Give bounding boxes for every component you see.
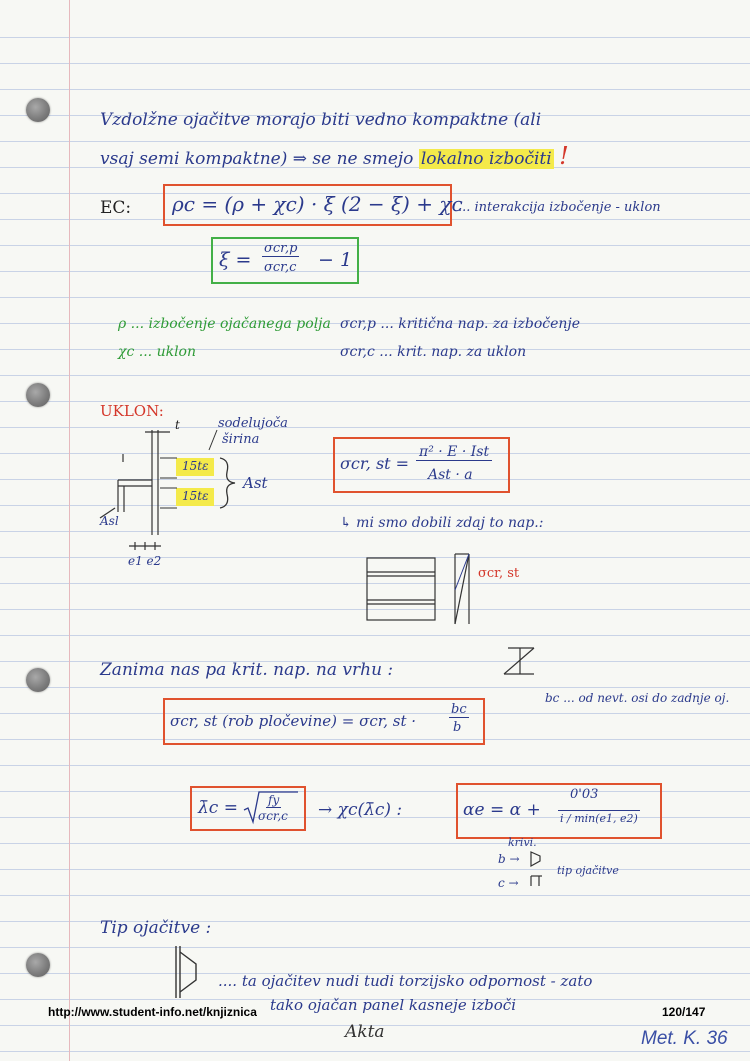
sodelujoca-label: sodelujoča <box>218 416 288 431</box>
footer-url: http://www.student-info.net/knjiznica <box>48 1005 257 1019</box>
c-curve-label: c → <box>498 876 519 890</box>
bc-note: bc ... od nevt. osi do zadnje oj. <box>545 691 730 705</box>
rho-definition <box>118 316 331 332</box>
signature: Akta <box>345 1022 385 1042</box>
last-line-1: .... ta ojačitev nudi tudi torzijsko odpornost - zato <box>218 972 593 990</box>
intro-line-2-text: vsaj semi kompaktne) ⇒ se ne smejo <box>100 149 414 169</box>
sigma-c-definition: σcr,c ... krit. nap. za uklon <box>340 344 527 360</box>
page-stamp: Met. K. 36 <box>641 1028 728 1049</box>
alpha-numerator: 0'03 <box>570 787 599 802</box>
ast-label: Ast <box>243 474 268 492</box>
eps-label-1: 15tε <box>182 459 209 473</box>
intro-line-1: Vzdolžne ojačitve morajo biti vedno kompaktne (ali <box>100 110 542 130</box>
rob-numerator: bc <box>451 702 467 717</box>
krivi-label: krivi. <box>508 836 537 849</box>
zanima-line: Zanima nas pa krit. nap. na vrhu : <box>100 660 394 680</box>
punch-hole <box>26 953 50 977</box>
xi-tail: − 1 <box>318 249 353 271</box>
b-curve-label: b → <box>498 852 520 866</box>
tip-heading: Tip ojačitve : <box>100 918 212 938</box>
alpha-denominator: i / min(e1, e2) <box>560 812 638 825</box>
chi-definition: χc ... uklon <box>118 344 196 360</box>
xi-lhs: ξ = <box>219 249 252 271</box>
panel-stress-sketch <box>365 550 505 630</box>
exclamation-mark: ! <box>559 142 569 170</box>
ec-note: ... interakcija izbočenje - uklon <box>458 200 661 215</box>
rob-lhs: σcr, st (rob pločevine) = σcr, st · <box>170 712 417 730</box>
intro-line-2 <box>100 142 569 170</box>
rho-definition-text: ρ ... izbočenje ojačanega polja <box>118 316 331 332</box>
punch-hole <box>26 668 50 692</box>
t-label: t <box>175 418 180 432</box>
stiffener-shape-icons <box>528 848 548 888</box>
lambda-denominator: σcr,c <box>258 809 288 823</box>
ec-formula: ρc = (ρ + χc) · ξ (2 − ξ) + χc <box>172 192 463 216</box>
sigma-st-lhs: σcr, st = <box>340 454 410 473</box>
chi-of-lambda: → χc(λ̄c) : <box>318 800 403 820</box>
xi-denominator: σcr,c <box>264 260 297 275</box>
sigma-st-numerator: π² · E · Ist <box>416 444 492 461</box>
tip-note: tip ojačitve <box>557 864 619 877</box>
dobili-note: ↳ mi smo dobili zdaj to nap.: <box>340 515 544 531</box>
last-line-2: tako ojačan panel kasneje izboči <box>270 996 516 1014</box>
stress-triangle-icon <box>500 646 540 678</box>
sigma-st-diagram-label: σcr, st <box>478 566 520 581</box>
lambda-lhs: λ̄c = <box>198 798 238 818</box>
eps-label-2: 15tε <box>182 489 209 503</box>
lambda-numerator: fy <box>268 793 280 807</box>
ec-label: EC: <box>100 198 132 218</box>
footer-page-number: 120/147 <box>662 1005 706 1019</box>
rob-denominator: b <box>453 720 462 735</box>
sigma-p-definition: σcr,p ... kritična nap. za izbočenje <box>340 316 581 332</box>
e1-e2-label: e1 e2 <box>128 554 162 568</box>
alpha-lhs: αe = α + <box>463 800 541 820</box>
punch-hole <box>26 98 50 122</box>
punch-hole <box>26 383 50 407</box>
uklon-heading: UKLON: <box>100 402 164 420</box>
sirina-label: širina <box>222 432 260 447</box>
sigma-st-denominator: Ast · a <box>428 467 473 483</box>
highlighted-text: lokalno izbočiti <box>420 149 552 169</box>
xi-numerator: σcr,p <box>264 241 298 256</box>
closed-stiffener-icon <box>172 942 202 1002</box>
asl-label: Asl <box>100 514 119 528</box>
